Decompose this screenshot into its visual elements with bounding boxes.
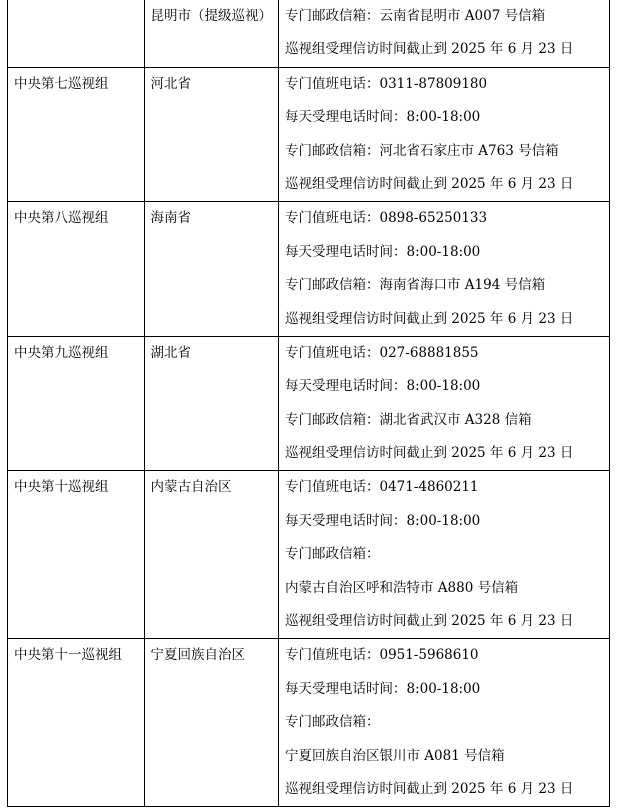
deadline-line: 巡视组受理信访时间截止到 2025 年 6 月 23 日 bbox=[284, 780, 574, 797]
table-row bbox=[8, 471, 610, 639]
deadline-line: 巡视组受理信访时间截止到 2025 年 6 月 23 日 bbox=[284, 613, 574, 630]
phone-line: 专门值班电话：0311-87809180 bbox=[284, 75, 488, 92]
mailbox-label-line: 专门邮政信箱： bbox=[284, 714, 380, 731]
contact-cell bbox=[278, 0, 609, 67]
hours-line: 每天受理电话时间：8:00-18:00 bbox=[284, 243, 481, 260]
group-cell: 中央第十一巡视组 bbox=[8, 639, 145, 807]
deadline-line: 巡视组受理信访时间截止到 2025 年 6 月 23 日 bbox=[284, 310, 574, 327]
region-cell: 内蒙古自治区 bbox=[144, 471, 278, 639]
table-row bbox=[8, 639, 610, 807]
table-row bbox=[8, 336, 610, 471]
contact-cell bbox=[278, 471, 609, 639]
group-cell: 中央第七巡视组 bbox=[8, 67, 145, 202]
phone-line: 专门值班电话：0898-65250133 bbox=[284, 210, 488, 227]
mailbox-label-line: 专门邮政信箱： bbox=[284, 546, 380, 563]
mailbox-line: 专门邮政信箱：云南省昆明市 A007 号信箱 bbox=[284, 8, 546, 24]
group-cell bbox=[8, 0, 145, 67]
hours-line: 每天受理电话时间：8:00-18:00 bbox=[284, 378, 481, 395]
table-row bbox=[8, 67, 610, 202]
hours-line: 每天受理电话时间：8:00-18:00 bbox=[284, 109, 481, 126]
phone-line: 专门值班电话：027-68881855 bbox=[284, 344, 479, 361]
deadline-line: 巡视组受理信访时间截止到 2025 年 6 月 23 日 bbox=[284, 41, 574, 58]
region-cell: 湖北省 bbox=[144, 336, 278, 471]
region-cell: 宁夏回族自治区 bbox=[144, 639, 278, 807]
mailbox-line: 专门邮政信箱：湖北省武汉市 A328 信箱 bbox=[284, 411, 532, 428]
phone-line: 专门值班电话：0471-4860211 bbox=[284, 479, 479, 496]
deadline-line: 巡视组受理信访时间截止到 2025 年 6 月 23 日 bbox=[284, 445, 574, 462]
phone-line: 专门值班电话：0951-5968610 bbox=[284, 647, 479, 664]
group-cell: 中央第九巡视组 bbox=[8, 336, 145, 471]
inspection-contact-table bbox=[7, 0, 610, 807]
mailbox-line: 专门邮政信箱：河北省石家庄市 A763 号信箱 bbox=[284, 142, 559, 159]
table-row bbox=[8, 0, 610, 67]
group-cell: 中央第八巡视组 bbox=[8, 202, 145, 337]
region-cell: 昆明市（提级巡视） bbox=[144, 0, 278, 67]
contact-cell bbox=[278, 336, 609, 471]
deadline-line: 巡视组受理信访时间截止到 2025 年 6 月 23 日 bbox=[284, 175, 574, 192]
table-row bbox=[8, 202, 610, 337]
mailbox-line: 专门邮政信箱：海南省海口市 A194 号信箱 bbox=[284, 277, 546, 294]
group-cell: 中央第十巡视组 bbox=[8, 471, 145, 639]
mailbox-address-line: 宁夏回族自治区银川市 A081 号信箱 bbox=[284, 747, 505, 764]
hours-line: 每天受理电话时间：8:00-18:00 bbox=[284, 680, 481, 697]
hours-line: 每天受理电话时间：8:00-18:00 bbox=[284, 512, 481, 529]
contact-cell bbox=[278, 639, 609, 807]
contact-cell bbox=[278, 202, 609, 337]
mailbox-address-line: 内蒙古自治区呼和浩特市 A880 号信箱 bbox=[284, 579, 519, 596]
region-cell: 河北省 bbox=[144, 67, 278, 202]
region-cell: 海南省 bbox=[144, 202, 278, 337]
contact-cell bbox=[278, 67, 609, 202]
